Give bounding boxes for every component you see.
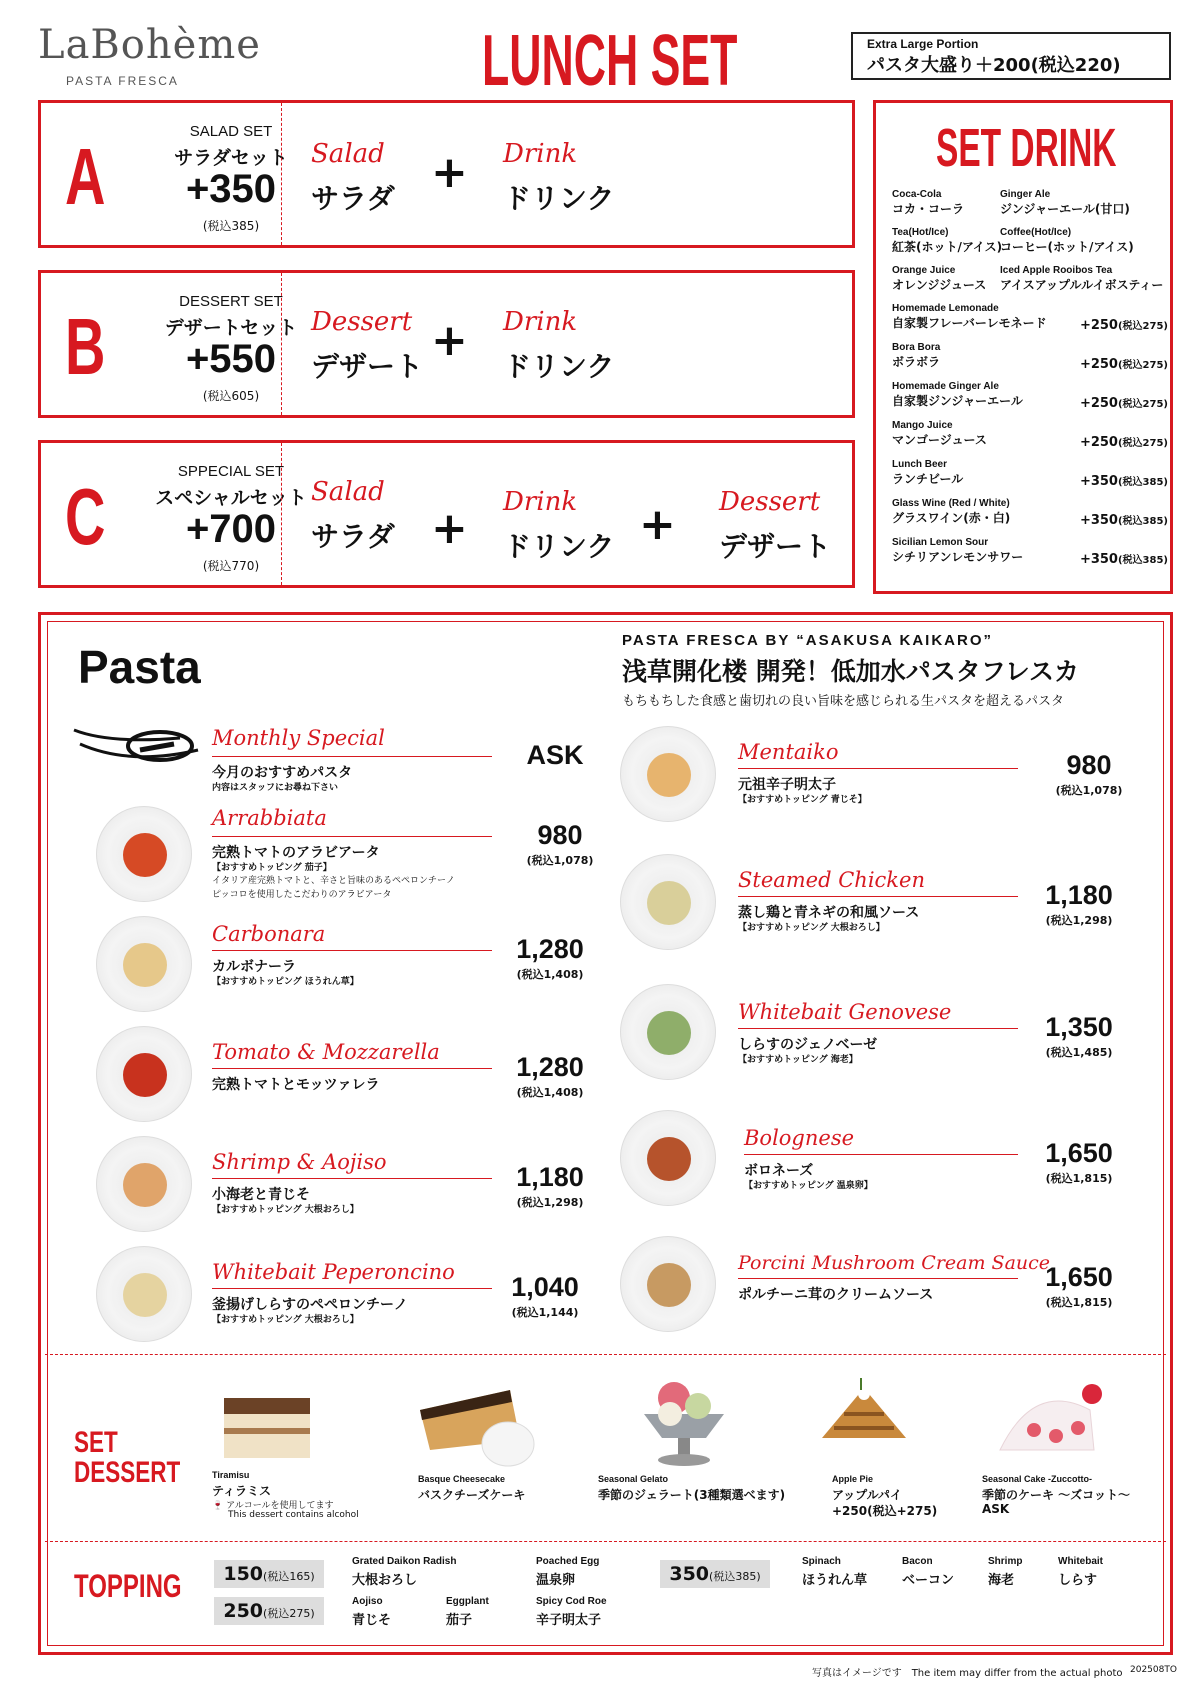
topping-ja: 青じそ	[352, 1613, 392, 1628]
set-drink-box	[873, 100, 1173, 594]
pasta-name-en: Whitebait Genovese	[738, 1000, 952, 1024]
pasta-price: 1,650	[1045, 1262, 1113, 1292]
pasta-tax: (税込1,815)	[1045, 1296, 1113, 1309]
drink-priced	[892, 303, 1168, 331]
pasta-description: イタリア産完熟トマトと、辛さと旨味のあるペペロンチーノ	[212, 876, 455, 886]
drink-tax: (税込275)	[1117, 321, 1168, 332]
drink-tax: (税込275)	[1117, 399, 1168, 410]
pasta-price: 1,350	[1045, 1012, 1113, 1042]
pasta-name-en: Steamed Chicken	[738, 868, 925, 892]
divider	[212, 1068, 492, 1069]
drink-en: Sicilian Lemon Sour	[892, 537, 989, 548]
pasta-topping: 【おすすめトッピング 大根おろし】	[738, 923, 885, 933]
topping-tax: (税込275)	[263, 1607, 315, 1620]
topping-ja: しらす	[1058, 1573, 1098, 1588]
pasta-tax: (税込1,078)	[526, 854, 594, 867]
item-en: Drink	[503, 487, 578, 517]
tiramisu-photo	[212, 1378, 322, 1468]
drink-en: Bora Bora	[892, 342, 941, 353]
dessert-ja: 季節のジェラート(3種類選べます)	[598, 1488, 786, 1502]
pasta-photo	[620, 984, 716, 1080]
topping-ja: 茄子	[446, 1613, 473, 1628]
pasta-price: ASK	[526, 740, 584, 770]
drink-priced	[892, 381, 1168, 409]
pasta-tax: (税込1,408)	[516, 1086, 584, 1099]
pasta-tax: (税込1,144)	[511, 1306, 579, 1319]
set-dessert-title-line: DESSERT	[74, 1456, 181, 1489]
dessert-en: Tiramisu	[212, 1470, 250, 1480]
dessert-en: Seasonal Cake -Zuccotto-	[982, 1474, 1093, 1484]
divider	[738, 1028, 1018, 1029]
topping-ja: ほうれん草	[802, 1573, 868, 1588]
topping-en: Shrimp	[988, 1556, 1023, 1567]
pasta-tax: (税込1,485)	[1045, 1046, 1113, 1059]
pasta-name-ja: ポルチーニ茸のクリームソース	[738, 1287, 934, 1303]
pasta-name-en: Shrimp & Aojiso	[212, 1150, 387, 1174]
dessert-en: Seasonal Gelato	[598, 1474, 669, 1484]
drink-ja: ランチビール	[892, 472, 964, 486]
drink-priced	[892, 420, 1168, 448]
topping-price: 250	[223, 1600, 264, 1622]
pasta-price: 980	[1066, 750, 1112, 780]
pasta-fresca-by: PASTA FRESCA BY “ASAKUSA KAIKARO”	[622, 632, 994, 649]
pasta-topping: 【おすすめトッピング 大根おろし】	[212, 1205, 359, 1215]
drink-pair	[892, 189, 1168, 217]
pasta-fresca-description: もちもちした食感と歯切れの良い旨味を感じられる生パスタを超えるパスタ	[622, 694, 1065, 709]
item-ja: サラダ	[311, 520, 395, 553]
fork-plate-icon	[70, 720, 200, 770]
topping-tax: (税込165)	[263, 1570, 315, 1583]
set-letter: C	[65, 472, 106, 561]
pasta-name-en: Tomato & Mozzarella	[212, 1040, 440, 1064]
divider	[281, 273, 282, 415]
plus-sign: +	[639, 499, 676, 550]
pasta-topping: 【おすすめトッピング 海老】	[738, 1055, 858, 1065]
item-ja: ドリンク	[503, 350, 615, 383]
pasta-photo	[96, 1246, 192, 1342]
plus-sign: +	[431, 147, 468, 198]
divider	[212, 1288, 492, 1289]
pasta-tax: (税込1,078)	[1055, 784, 1123, 797]
drink-en: Homemade Lemonade	[892, 303, 999, 314]
section-divider	[45, 1541, 1166, 1542]
drink-tax: (税込275)	[1117, 360, 1168, 371]
drink-tax: (税込275)	[1117, 438, 1168, 449]
divider	[744, 1154, 1018, 1155]
pasta-name-en: Porcini Mushroom Cream Sauce	[738, 1252, 1051, 1274]
dessert-ja: アップルパイ	[832, 1488, 902, 1502]
set-name-ja: デザートセット	[164, 317, 298, 339]
pasta-name-en: Mentaiko	[738, 740, 839, 764]
set-dessert-title-line: SET	[74, 1426, 118, 1459]
divider	[738, 768, 1018, 769]
topping-ja: ベーコン	[902, 1573, 955, 1588]
drink-en: Tea(Hot/Ice)	[892, 227, 949, 238]
pasta-name-ja: 釜揚げしらすのペペロンチーノ	[212, 1297, 408, 1313]
dessert-ja: バスクチーズケーキ	[418, 1488, 526, 1502]
pasta-description: ピッコロを使用したこだわりのアラビアータ	[212, 890, 392, 900]
drink-ja: 紅茶(ホット/アイス)	[892, 240, 1003, 254]
plus-sign: +	[431, 315, 468, 366]
set-a-box	[38, 100, 855, 248]
pasta-topping: 【おすすめトッピング 大根おろし】	[212, 1315, 359, 1325]
pasta-name-ja: 完熟トマトのアラビアータ	[212, 845, 380, 861]
drink-ja: マンゴージュース	[892, 433, 987, 447]
set-name-en: SALAD SET	[189, 123, 273, 140]
pasta-photo	[96, 806, 192, 902]
divider	[212, 950, 492, 951]
alcohol-note: 🍷 アルコールを使用してます	[212, 1501, 334, 1511]
topping-en: Bacon	[902, 1556, 933, 1567]
pasta-photo	[620, 1110, 716, 1206]
pasta-name-en: Whitebait Peperoncino	[212, 1260, 455, 1284]
pasta-topping: 【おすすめトッピング 青じそ】	[738, 795, 867, 805]
item-ja: サラダ	[311, 182, 395, 215]
pasta-name-en: Carbonara	[212, 922, 326, 946]
gelato-photo	[634, 1368, 734, 1468]
drink-pair	[892, 265, 1168, 293]
item-en: Drink	[503, 139, 578, 169]
pasta-note: 内容はスタッフにお尋ね下さい	[212, 783, 339, 793]
item-en: Salad	[311, 477, 385, 507]
plus-sign: +	[431, 503, 468, 554]
item-en: Dessert	[719, 487, 821, 517]
drink-en: Orange Juice	[892, 265, 956, 276]
drink-price: +250	[1079, 435, 1118, 450]
pasta-name-ja: 今月のおすすめパスタ	[212, 765, 353, 781]
pasta-name-ja: 蒸し鶏と青ネギの和風ソース	[738, 905, 920, 921]
topping-price: 350	[669, 1563, 710, 1585]
logo: LaBohème	[38, 22, 261, 68]
pasta-price: 1,040	[511, 1272, 579, 1302]
set-tax: (税込770)	[202, 559, 260, 573]
drink-priced	[892, 498, 1168, 526]
item-ja: ドリンク	[503, 182, 615, 215]
drink-en: Coffee(Hot/Ice)	[1000, 227, 1072, 238]
dessert-en: Basque Cheesecake	[418, 1474, 506, 1484]
dessert-ja: ティラミス	[212, 1484, 272, 1498]
alcohol-note-en: This dessert contains alcohol	[228, 1510, 359, 1520]
pasta-price: 1,280	[516, 1052, 584, 1082]
item-ja: ドリンク	[503, 530, 615, 563]
pasta-photo	[96, 1136, 192, 1232]
drink-tax: (税込385)	[1117, 516, 1168, 527]
topping-en: Grated Daikon Radish	[352, 1556, 457, 1567]
topping-en: Eggplant	[446, 1596, 489, 1607]
item-ja: デザート	[719, 530, 832, 563]
drink-priced	[892, 537, 1168, 565]
drink-en: Ginger Ale	[1000, 189, 1051, 200]
pasta-price: 1,280	[516, 934, 584, 964]
topping-ja: 海老	[988, 1573, 1015, 1588]
drink-ja: グラスワイン(赤・白)	[892, 511, 1011, 525]
pasta-tax: (税込1,298)	[516, 1196, 584, 1209]
drink-en: Iced Apple Rooibos Tea	[1000, 265, 1113, 276]
set-tax: (税込385)	[202, 219, 260, 233]
cheesecake-photo	[410, 1370, 540, 1470]
topping-en: Whitebait	[1058, 1556, 1103, 1567]
drink-ja: シチリアンレモンサワー	[892, 550, 1024, 564]
pasta-photo	[620, 726, 716, 822]
topping-ja: 辛子明太子	[536, 1613, 602, 1628]
topping-tax: (税込385)	[709, 1570, 761, 1583]
dessert-en: Apple Pie	[832, 1474, 874, 1484]
apple-pie-photo	[814, 1368, 914, 1468]
pasta-price: 1,650	[1045, 1138, 1113, 1168]
drink-ja: ジンジャーエール(甘口)	[1000, 202, 1130, 216]
topping-ja: 温泉卵	[536, 1573, 576, 1588]
item-ja: デザート	[311, 350, 424, 383]
drink-price: +250	[1079, 357, 1118, 372]
pasta-topping: 【おすすめトッピング 温泉卵】	[744, 1181, 873, 1191]
set-letter: A	[65, 132, 106, 221]
set-c-box	[38, 440, 855, 588]
dessert-price: +250(税込+275)	[832, 1504, 938, 1518]
drink-ja: コカ・コーラ	[892, 202, 965, 216]
drink-en: Coca-Cola	[892, 189, 942, 200]
drink-priced	[892, 459, 1168, 487]
drink-ja: アイスアップルルイボスティー	[1000, 278, 1164, 292]
extra-large-price: パスタ大盛り＋200(税込220)	[867, 55, 1121, 76]
pasta-name-ja: 小海老と青じそ	[212, 1187, 310, 1203]
item-en: Salad	[311, 139, 385, 169]
drink-ja: 自家製ジンジャーエール	[892, 394, 1023, 408]
pasta-name-ja: しらすのジェノベーゼ	[738, 1037, 878, 1053]
divider	[738, 1278, 1018, 1279]
drink-priced	[892, 342, 1168, 370]
drink-pair	[892, 227, 1168, 255]
pasta-name-en: Bolognese	[744, 1126, 855, 1150]
drink-price: +350	[1079, 513, 1118, 528]
topping-en: Aojiso	[352, 1596, 383, 1607]
set-price: +700	[185, 507, 277, 551]
drink-en: Lunch Beer	[892, 459, 948, 470]
pasta-name-en: Arrabbiata	[212, 806, 327, 830]
drink-en: Mango Juice	[892, 420, 953, 431]
pasta-name-ja: 完熟トマトとモッツァレラ	[212, 1077, 380, 1093]
pasta-title: Pasta	[78, 641, 201, 693]
pasta-price: 1,180	[1045, 880, 1113, 910]
footer-note: 写真はイメージです The item may differ from the actual photo	[812, 1668, 1123, 1679]
divider	[212, 756, 492, 757]
topping-price-250	[214, 1597, 324, 1625]
pasta-name-ja: 元祖辛子明太子	[738, 777, 836, 793]
pasta-price: 1,180	[516, 1162, 584, 1192]
page-title: LUNCH SET	[482, 21, 738, 101]
drink-tax: (税込385)	[1117, 555, 1168, 566]
pasta-name-ja: カルボナーラ	[212, 959, 296, 975]
topping-title: TOPPING	[74, 1568, 182, 1604]
item-en: Dessert	[311, 307, 413, 337]
pasta-price: 980	[537, 820, 583, 850]
drink-ja: ボラボラ	[892, 355, 941, 369]
extra-large-portion-box	[851, 32, 1171, 80]
set-drink-title: SET DRINK	[936, 118, 1117, 178]
divider	[281, 103, 282, 245]
set-tax: (税込605)	[202, 389, 260, 403]
topping-price-350	[660, 1560, 770, 1588]
drink-ja: 自家製フレーバーレモネード	[892, 316, 1047, 330]
topping-en: Poached Egg	[536, 1556, 600, 1567]
set-price: +550	[185, 337, 277, 381]
topping-en: Spicy Cod Roe	[536, 1596, 607, 1607]
set-name-en: DESSERT SET	[179, 293, 283, 310]
pasta-tax: (税込1,408)	[516, 968, 584, 981]
dessert-ja: 季節のケーキ ～ズコット～	[982, 1488, 1130, 1502]
set-dessert-title	[74, 1428, 180, 1488]
drink-ja: オレンジジュース	[892, 278, 987, 292]
footer-code: 202508TO	[1130, 1665, 1177, 1675]
pasta-photo	[620, 854, 716, 950]
pasta-fresca-headline: 浅草開化楼 開発！低加水パスタフレスカ	[622, 657, 1079, 686]
pasta-tax: (税込1,298)	[1045, 914, 1113, 927]
pasta-name-ja: ボロネーズ	[744, 1163, 814, 1179]
drink-ja: コーヒー(ホット/アイス)	[1000, 240, 1134, 254]
drink-price: +350	[1079, 552, 1118, 567]
pasta-photo	[620, 1236, 716, 1332]
zuccotto-photo	[994, 1370, 1104, 1470]
drink-price: +250	[1079, 318, 1118, 333]
pasta-name-en: Monthly Special	[212, 726, 385, 750]
drink-price: +350	[1079, 474, 1118, 489]
topping-price: 150	[223, 1563, 264, 1585]
topping-en: Spinach	[802, 1556, 841, 1567]
divider	[212, 836, 492, 837]
section-divider	[45, 1354, 1166, 1355]
pasta-topping: 【おすすめトッピング ほうれん草】	[212, 977, 359, 987]
dessert-price: ASK	[982, 1502, 1010, 1516]
set-letter: B	[65, 302, 106, 391]
drink-tax: (税込385)	[1117, 477, 1168, 488]
extra-large-label: Extra Large Portion	[867, 37, 979, 51]
topping-price-150	[214, 1560, 324, 1588]
divider	[738, 896, 1018, 897]
pasta-topping: 【おすすめトッピング 茄子】	[212, 863, 332, 873]
set-name-en: SPPECIAL SET	[177, 463, 285, 480]
pasta-tax: (税込1,815)	[1045, 1172, 1113, 1185]
divider	[212, 1178, 492, 1179]
logo-subtitle: PASTA FRESCA	[66, 74, 179, 88]
divider	[281, 443, 282, 585]
set-price: +350	[185, 167, 277, 211]
set-b-box	[38, 270, 855, 418]
set-name-ja: サラダセット	[174, 147, 288, 169]
set-name-ja: スペシャルセット	[155, 487, 307, 509]
item-en: Drink	[503, 307, 578, 337]
pasta-photo	[96, 1026, 192, 1122]
drink-price: +250	[1079, 396, 1118, 411]
drink-en: Glass Wine (Red / White)	[892, 498, 1010, 509]
drink-en: Homemade Ginger Ale	[892, 381, 999, 392]
topping-ja: 大根おろし	[352, 1573, 418, 1588]
pasta-photo	[96, 916, 192, 1012]
